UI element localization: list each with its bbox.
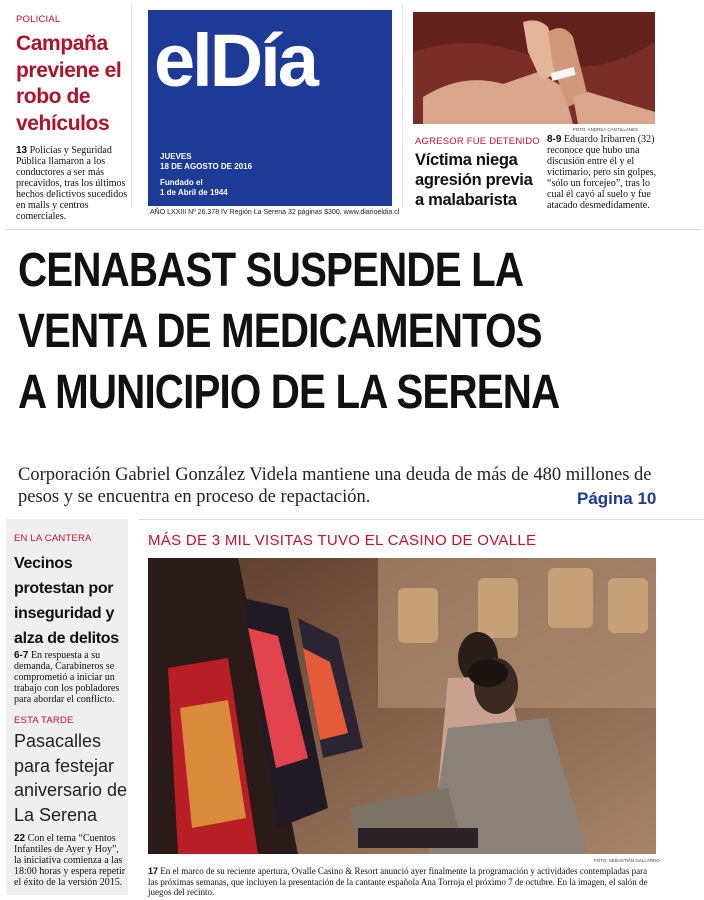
pasacalles-page-number: 22 bbox=[14, 833, 26, 844]
vecinos-body-text: En respuesta a su demanda, Carabineros se comprometió a iniciar un trabajo con los pobladores para abordar el conflicto. bbox=[14, 650, 120, 705]
main-headline-line: A MUNICIPIO DE LA SERENA bbox=[18, 366, 560, 419]
policial-kicker: POLICIAL bbox=[16, 14, 61, 25]
casino-page-number: 17 bbox=[148, 866, 159, 876]
masthead bbox=[148, 10, 392, 206]
issue-weekday: JUEVES bbox=[160, 152, 192, 161]
agresion-page-number: 8-9 bbox=[547, 134, 562, 145]
photo-credit: FOTO: ANDREA CANTILLANES bbox=[573, 127, 639, 132]
casino-photo-image bbox=[148, 558, 656, 854]
issue-full-date: 18 DE AGOSTO DE 2016 bbox=[160, 162, 253, 171]
policial-page-number: 13 bbox=[16, 145, 28, 156]
casino-caption-text: En el marco de su reciente apertura, Ovalle Casino & Resort anunció ayer finalmente la programación y actividades contempladas para las próximas semanas, que incluyen la presentación de la cantante española Ana Torroja el próximo 7 de octubre. En la imagen, el salón de juegos del recinto. bbox=[148, 866, 648, 897]
policial-headline[interactable]: Campaña previene el robo de vehículos bbox=[16, 32, 122, 135]
logo-dia: Día bbox=[209, 19, 316, 102]
agresion-kicker: AGRESOR FUE DETENIDO bbox=[415, 136, 540, 147]
casino-story[interactable] bbox=[138, 519, 704, 899]
casino-title[interactable]: MÁS DE 3 MIL VISITAS TUVO EL CASINO DE OVALLE bbox=[148, 532, 537, 549]
casino-photo bbox=[148, 558, 656, 854]
agresion-story[interactable] bbox=[402, 4, 702, 211]
left-column bbox=[6, 519, 128, 895]
main-headline-line: CENABAST SUSPENDE LA bbox=[18, 244, 524, 297]
photo-credit: FOTO: SEBASTIÁN GALLARDO bbox=[594, 858, 660, 863]
policial-body bbox=[16, 145, 134, 222]
main-headline[interactable] bbox=[18, 240, 589, 423]
main-story[interactable] bbox=[6, 229, 702, 509]
founded-date bbox=[160, 178, 228, 198]
policial-story[interactable] bbox=[8, 4, 132, 222]
vecinos-page-number: 6-7 bbox=[14, 650, 29, 661]
main-page-reference[interactable]: Página 10 bbox=[577, 489, 657, 508]
pasacalles-body-text: Con el tema “Cuentos Infantiles de Ayer y Hoy”, la iniciativa comienza a las 18:00 horas y espera repetir el éxito de la versión 2015. bbox=[14, 833, 126, 888]
founded-value: 1 de Abril de 1944 bbox=[160, 188, 228, 197]
vecinos-body bbox=[14, 650, 126, 705]
policial-body-text: Policías y Seguridad Pública llamaron a los conductores a ser más precavidos, tras los últimos hechos delictivos sucedidos en malls y centros comerciales. bbox=[16, 145, 128, 222]
issue-info: AÑO LXXIII Nº 26.378 IV Región La Serena 32 páginas $300. www.diarioeldia.cl bbox=[150, 209, 400, 216]
logo-el: el bbox=[154, 19, 210, 102]
agresion-body-text: Eduardo Iribarren (32) reconoce que hubo una discusión entre él y el victimario, pero sin golpes, “sólo un forcejeo”, tras lo cual él cayó al suelo y fue atacado desmedidamente. bbox=[547, 134, 657, 211]
esta-tarde-kicker: ESTA TARDE bbox=[14, 715, 74, 726]
hands-photo-image bbox=[413, 12, 655, 124]
main-headline-line: VENTA DE MEDICAMENTOS bbox=[18, 305, 542, 358]
main-deck: Corporación Gabriel González Videla mantiene una deuda de más de 480 millones de pesos y se encuentra en proceso de repactación. bbox=[18, 465, 652, 507]
vecinos-headline[interactable]: Vecinos protestan por inseguridad y alza de delitos bbox=[14, 555, 119, 647]
hands-photo bbox=[413, 12, 655, 124]
logo[interactable] bbox=[154, 16, 316, 106]
cantera-kicker: EN LA CANTERA bbox=[14, 533, 92, 544]
agresion-body bbox=[547, 134, 659, 211]
casino-caption bbox=[148, 866, 656, 898]
pasacalles-headline[interactable]: Pasacalles para festejar aniversario de La Serena bbox=[14, 731, 128, 825]
agresion-headline[interactable]: Víctima niega agresión previa a malabarista bbox=[415, 151, 533, 209]
issue-date bbox=[160, 152, 252, 172]
founded-label: Fundado el bbox=[160, 178, 203, 187]
pasacalles-body bbox=[14, 833, 126, 888]
